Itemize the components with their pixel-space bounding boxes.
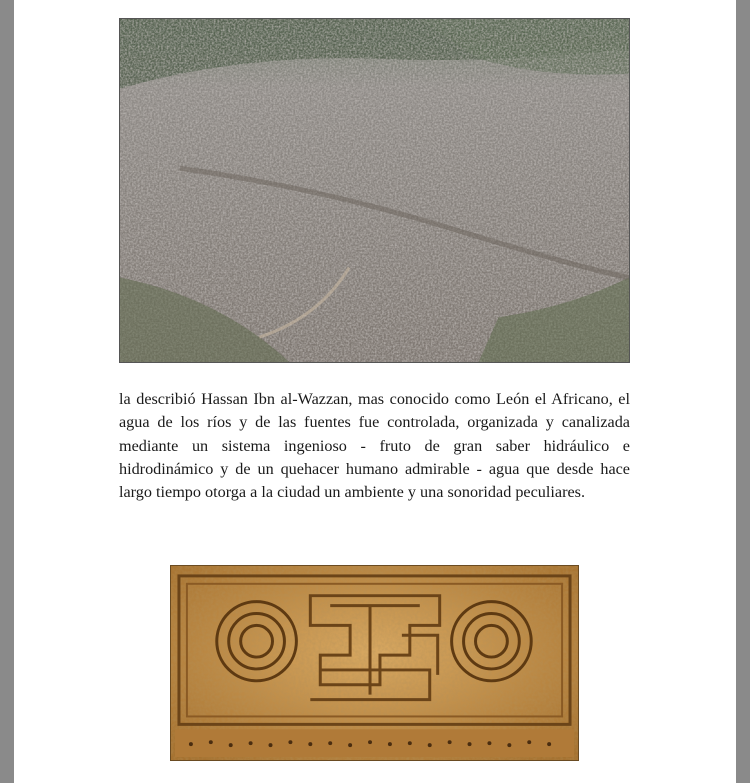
- body-paragraph: la describió Hassan Ibn al-Wazzan, mas conocido como León el Africano, el agua de los ríos y de las fuentes fue controlada, organizada y canalizada mediante un sistema ingenioso - fruto de gran saber hidráulico e hidrodinámico y de un quehacer humano admirable - agua que desde hace largo tiempo otorga a la ciudad un ambiente y una sonoridad peculiares.: [119, 390, 630, 502]
- carved-wood-panel-photo: [170, 565, 579, 761]
- carved-wood-image: [171, 566, 578, 760]
- document-page: [14, 0, 736, 783]
- aerial-city-photo: [119, 18, 630, 363]
- aerial-city-image: [120, 19, 629, 362]
